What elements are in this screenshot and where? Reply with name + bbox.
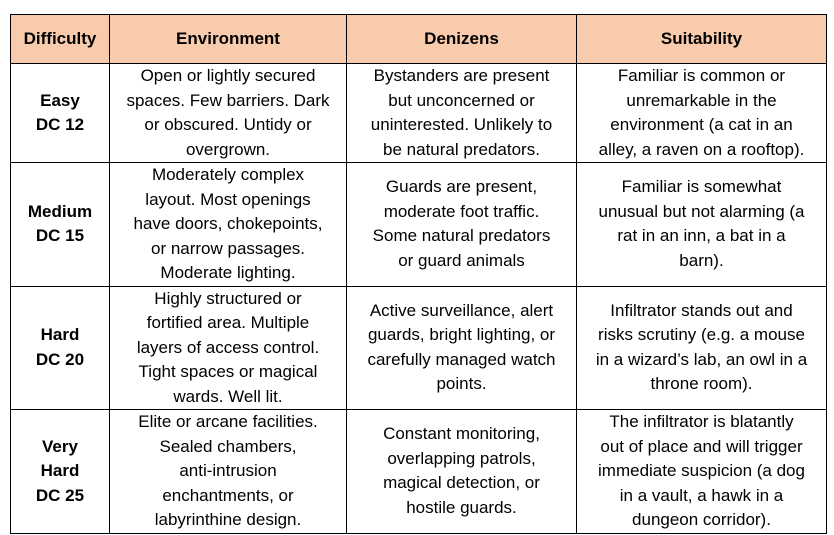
difficulty-text-line: DC 15 — [35, 226, 85, 246]
suitability-text-line: out of place and will trigger — [600, 436, 803, 456]
difficulty-text-line: DC 12 — [35, 115, 85, 134]
suitability-cell — [577, 286, 827, 410]
denizens-cell — [347, 64, 577, 163]
environment-text-line: Moderate lighting. — [160, 263, 296, 282]
environment-text-line: layout. Most openings — [145, 189, 311, 209]
environment-text-line: or narrow passages. — [150, 238, 306, 258]
suitability-text-line: The infiltrator is blatantly — [609, 412, 794, 431]
difficulty-text-line: Hard — [40, 461, 80, 480]
header-suitability: Suitability — [577, 15, 827, 64]
suitability-text-line: unusual but not alarming (a — [598, 201, 805, 221]
denizens-text-line: but unconcerned or — [388, 90, 535, 110]
header-difficulty: Difficulty — [11, 15, 110, 64]
suitability-text-line: dungeon corridor). — [632, 510, 771, 529]
denizens-text-line: moderate foot traffic. — [383, 201, 540, 221]
environment-text-line: Elite or arcane facilities. — [138, 412, 318, 431]
environment-cell — [110, 286, 347, 410]
environment-text-line: wards. Well lit. — [173, 386, 283, 406]
denizens-text-line: Guards are present, — [385, 177, 538, 197]
difficulty-text-line: Very — [42, 436, 78, 456]
difficulty-cell — [11, 410, 110, 534]
suitability-text-line: immediate suspicion (a dog — [598, 461, 805, 480]
difficulty-table — [10, 14, 827, 534]
denizens-text-line: Active surveillance, alert — [369, 300, 554, 320]
environment-text-line: Open or lightly secured — [140, 66, 316, 85]
denizens-text-line: magical detection, or — [383, 473, 540, 493]
difficulty-cell — [11, 286, 110, 410]
environment-text-line: enchantments, or — [162, 485, 294, 505]
denizens-text-line: Constant monitoring, — [383, 424, 540, 444]
environment-text-line: spaces. Few barriers. Dark — [126, 90, 330, 110]
denizens-text-line: or guard animals — [398, 250, 525, 270]
denizens-text-line: carefully managed watch — [367, 349, 556, 369]
suitability-cell — [577, 64, 827, 163]
difficulty-text-line: Hard — [40, 325, 80, 345]
suitability-text-line: Familiar is common or — [617, 66, 786, 85]
environment-text-line: layers of access control. — [136, 337, 320, 357]
denizens-cell — [347, 410, 577, 534]
difficulty-cell — [11, 163, 110, 287]
suitability-text-line: throne room). — [650, 374, 753, 394]
suitability-text-line: rat in an inn, a bat in a — [617, 226, 786, 246]
environment-text-line: have doors, chokepoints, — [133, 214, 323, 233]
difficulty-text-line: Easy — [40, 90, 80, 110]
suitability-text-line: in a wizard’s lab, an owl in a — [595, 349, 808, 369]
difficulty-text-line: DC 25 — [35, 485, 85, 505]
environment-cell — [110, 64, 347, 163]
difficulty-text-line: Medium — [27, 201, 93, 221]
environment-text-line: Tight spaces or magical — [138, 362, 318, 381]
environment-text-line: anti-intrusion — [179, 461, 277, 480]
denizens-text-line: uninterested. Unlikely to — [370, 115, 553, 134]
header-denizens: Denizens — [347, 15, 577, 64]
denizens-text-line: hostile guards. — [406, 497, 517, 517]
environment-text-line: Sealed chambers, — [159, 436, 297, 456]
suitability-cell — [577, 163, 827, 287]
environment-text-line: labyrinthine design. — [154, 510, 302, 529]
environment-text-line: Moderately complex — [151, 165, 305, 184]
denizens-text-line: overlapping patrols, — [387, 448, 536, 468]
denizens-cell — [347, 163, 577, 287]
environment-text-line: or obscured. Untidy or — [144, 115, 312, 134]
table-row — [11, 410, 827, 534]
header-row — [11, 15, 827, 64]
table-row — [11, 163, 827, 287]
suitability-text-line: alley, a raven on a rooftop). — [598, 139, 805, 159]
environment-text-line: overgrown. — [185, 139, 271, 159]
denizens-text-line: guards, bright lighting, or — [367, 325, 556, 345]
difficulty-text-line: DC 20 — [35, 349, 85, 369]
denizens-text-line: be natural predators. — [383, 139, 540, 159]
suitability-text-line: Infiltrator stands out and — [610, 300, 793, 320]
difficulty-cell — [11, 64, 110, 163]
header-environment: Environment — [110, 15, 347, 64]
suitability-text-line: unremarkable in the — [626, 90, 777, 110]
denizens-cell — [347, 286, 577, 410]
suitability-text-line: in a vault, a hawk in a — [619, 485, 784, 505]
suitability-cell — [577, 410, 827, 534]
table-row — [11, 64, 827, 163]
suitability-text-line: Familiar is somewhat — [621, 177, 782, 197]
suitability-text-line: barn). — [679, 250, 724, 270]
denizens-text-line: points. — [436, 374, 487, 394]
environment-text-line: Highly structured or — [154, 288, 302, 308]
denizens-text-line: Bystanders are present — [373, 66, 550, 85]
suitability-text-line: risks scrutiny (e.g. a mouse — [598, 325, 805, 345]
denizens-text-line: Some natural predators — [372, 226, 551, 246]
environment-cell — [110, 163, 347, 287]
table-row — [11, 286, 827, 410]
environment-text-line: fortified area. Multiple — [146, 313, 310, 332]
suitability-text-line: environment (a cat in an — [610, 115, 793, 134]
environment-cell — [110, 410, 347, 534]
